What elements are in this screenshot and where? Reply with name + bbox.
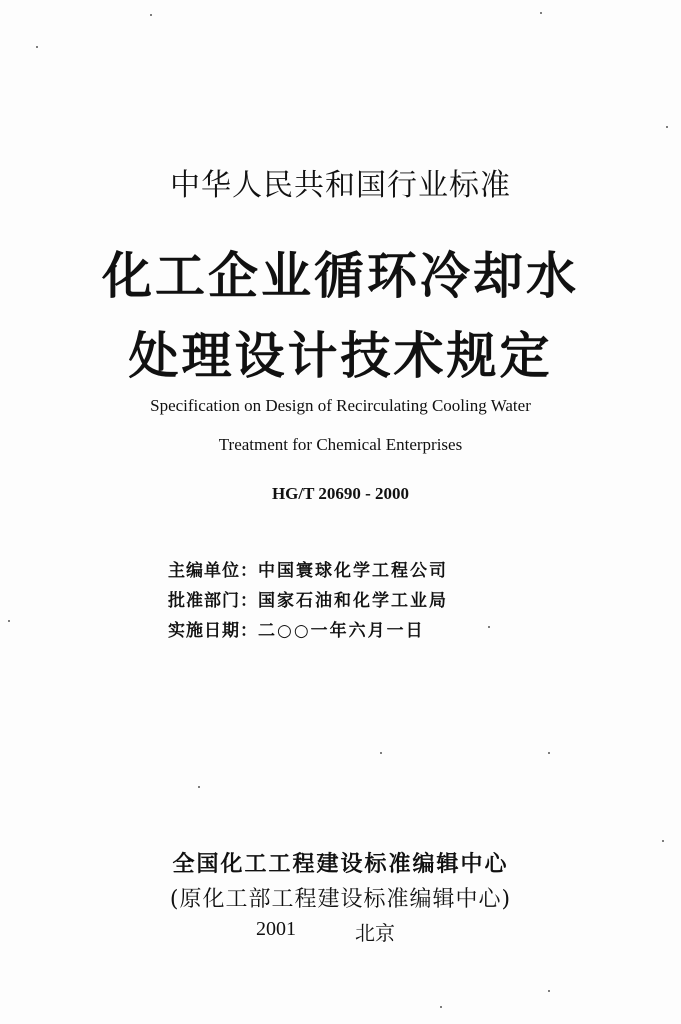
scan-speck <box>36 46 38 48</box>
scan-speck <box>380 752 382 754</box>
approver-value: 国家石油和化学工业局 <box>258 591 448 611</box>
publisher-name: 全国化工工程建设标准编辑中心 <box>172 852 509 877</box>
publisher-former-name: (原化工部工程建设标准编辑中心) <box>169 887 512 912</box>
editor-value: 中国寰球化学工程公司 <box>258 561 448 581</box>
scan-speck <box>548 990 550 992</box>
scan-speck <box>666 126 668 128</box>
scan-speck <box>150 14 152 16</box>
publication-year: 2001 <box>256 918 296 940</box>
scan-speck <box>198 786 200 788</box>
effective-date-value: 二○○一年六月一日 <box>258 621 425 641</box>
title-line-1: 化工企业循环冷却水 <box>102 247 579 305</box>
editor-label: 主编单位： <box>168 561 258 581</box>
publication-city: 北京 <box>355 921 395 945</box>
scan-speck <box>440 1006 442 1008</box>
standard-code: HG/T 20690 - 2000 <box>271 484 410 503</box>
effective-date-label: 实施日期： <box>168 621 258 641</box>
standard-series-heading: 中华人民共和国行业标准 <box>170 168 511 203</box>
scan-speck <box>8 620 10 622</box>
effective-date-row <box>168 616 425 641</box>
english-title-line-2: Treatment for Chemical Enterprises <box>218 435 463 454</box>
scan-speck <box>548 752 550 754</box>
scan-speck <box>662 840 664 842</box>
approver-label: 批准部门： <box>168 591 258 611</box>
scan-speck <box>488 626 490 628</box>
scan-speck <box>540 12 542 14</box>
english-title-line-1: Specification on Design of Recirculating Cooling Water <box>150 396 531 415</box>
editor-row <box>168 556 448 581</box>
approver-row <box>168 586 448 611</box>
title-line-2: 处理设计技术规定 <box>128 327 553 385</box>
